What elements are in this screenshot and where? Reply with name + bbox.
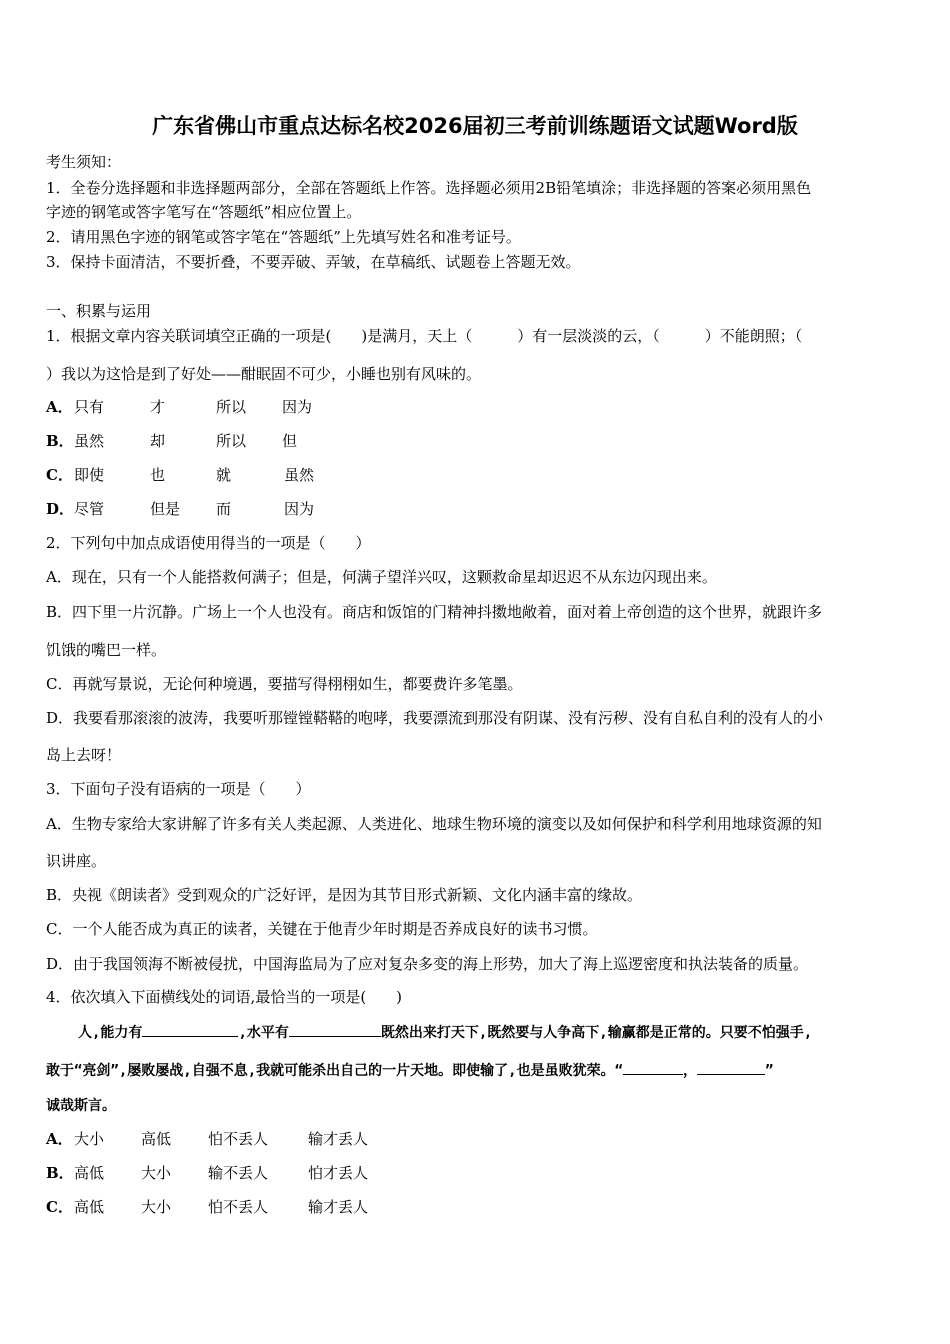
question-2-stem: 2．下列句中加点成语使用得当的一项是（ ） [46, 534, 371, 552]
question-4-option-a[interactable]: A．大小 高低 怕不丢人 输才丢人 [46, 1130, 369, 1148]
section-heading: 一、积累与运用 [46, 302, 152, 320]
option-key: A． [46, 398, 73, 416]
notice-item-2: 2．请用黑色字迹的钢笔或答字笔在“答题纸”上先填写姓名和准考证号。 [46, 228, 521, 246]
notice-item-1-cont: 字迹的钢笔或答字笔写在“答题纸”相应位置上。 [46, 203, 362, 221]
option-key: C． [46, 466, 73, 484]
question-3-option-c[interactable]: C．一个人能否成为真正的读者，关键在于他青少年时期是否养成良好的读书习惯。 [46, 920, 598, 938]
fill-blank [142, 1022, 238, 1037]
question-1-option-c[interactable]: C．即使 也 就 虽然 [46, 466, 315, 484]
option-key: D． [46, 500, 75, 518]
question-3-stem: 3．下面句子没有语病的一项是（ ） [46, 780, 311, 798]
question-4-option-c[interactable]: C．高低 大小 怕不丢人 输才丢人 [46, 1198, 369, 1216]
fill-blank [289, 1022, 381, 1037]
option-key: B． [46, 1164, 74, 1182]
option-key: B． [46, 432, 74, 450]
question-1-stem-cont: ）我以为这恰是到了好处——酣眠固不可少，小睡也别有风味的。 [46, 365, 482, 383]
question-4-passage-line-3: 诚哉斯言。 [46, 1098, 116, 1114]
option-key: C． [46, 1198, 73, 1216]
question-2-option-d[interactable]: D．我要看那滚滚的波涛，我要听那镗镗鞳鞳的咆哮，我要漂流到那没有阴谋、没有污秽、没有自私自利的没有人的小 [46, 709, 824, 727]
question-3-option-d[interactable]: D．由于我国领海不断被侵扰，中国海监局为了应对复杂多变的海上形势，加大了海上巡逻密度和执法装备的质量。 [46, 955, 809, 973]
notice-item-3: 3．保持卡面清洁，不要折叠，不要弄破、弄皱，在草稿纸、试题卷上答题无效。 [46, 253, 581, 271]
question-1-option-a[interactable]: A．只有 才 所以 因为 [46, 398, 313, 416]
question-4-option-b[interactable]: B．高低 大小 输不丢人 怕才丢人 [46, 1164, 369, 1182]
question-2-option-d-cont: 岛上去呀！ [46, 746, 122, 764]
notice-item-1: 1．全卷分选择题和非选择题两部分，全部在答题纸上作答。选择题必须用2B铅笔填涂；非选择题的答案必须用黑色 [46, 179, 812, 197]
fill-blank [623, 1060, 683, 1075]
document-title: 广东省佛山市重点达标名校2026届初三考前训练题语文试题Word版 [152, 114, 798, 138]
question-3-option-b[interactable]: B．央视《朗读者》受到观众的广泛好评，是因为其节目形式新颖、文化内涵丰富的缘故。 [46, 886, 643, 904]
notice-heading: 考生须知： [46, 153, 122, 171]
question-1-stem: 1．根据文章内容关联词填空正确的一项是( )是满月，天上（ ）有一层淡淡的云，（ ）不能朗照；（ [46, 327, 803, 345]
question-1-option-b[interactable]: B．虽然 却 所以 但 [46, 432, 298, 450]
option-key: A． [46, 1130, 73, 1148]
question-2-option-a[interactable]: A．现在，只有一个人能搭救何满子；但是，何满子望洋兴叹，这颗救命星却迟迟不从东边闪现出来。 [46, 568, 717, 586]
question-4-passage-line-2: 敢于“亮剑”,屡败屡战,自强不息,我就可能杀出自己的一片天地。即使输了,也是虽败犹荣。“ ， ” [46, 1060, 773, 1080]
question-1-option-d[interactable]: D．尽管 但是 而 因为 [46, 500, 315, 518]
question-2-option-b-cont: 饥饿的嘴巴一样。 [46, 641, 167, 659]
question-2-option-b[interactable]: B．四下里一片沉静。广场上一个人也没有。商店和饭馆的门精神抖擞地敞着，面对着上帝创造的这个世界，就跟许多 [46, 603, 823, 621]
question-3-option-a-cont: 识讲座。 [46, 852, 107, 870]
question-2-option-c[interactable]: C．再就写景说，无论何种境遇，要描写得栩栩如生，都要费许多笔墨。 [46, 675, 523, 693]
question-4-stem: 4．依次填入下面横线处的词语,最恰当的一项是( ) [46, 988, 403, 1006]
question-3-option-a[interactable]: A．生物专家给大家讲解了许多有关人类起源、人类进化、地球生物环境的演变以及如何保护和科学利用地球资源的知 [46, 815, 822, 833]
question-4-passage-line-1: 人,能力有 ,水平有 既然出来打天下,既然要与人争高下,输赢都是正常的。只要不怕强手, [78, 1022, 812, 1042]
fill-blank [697, 1060, 765, 1075]
